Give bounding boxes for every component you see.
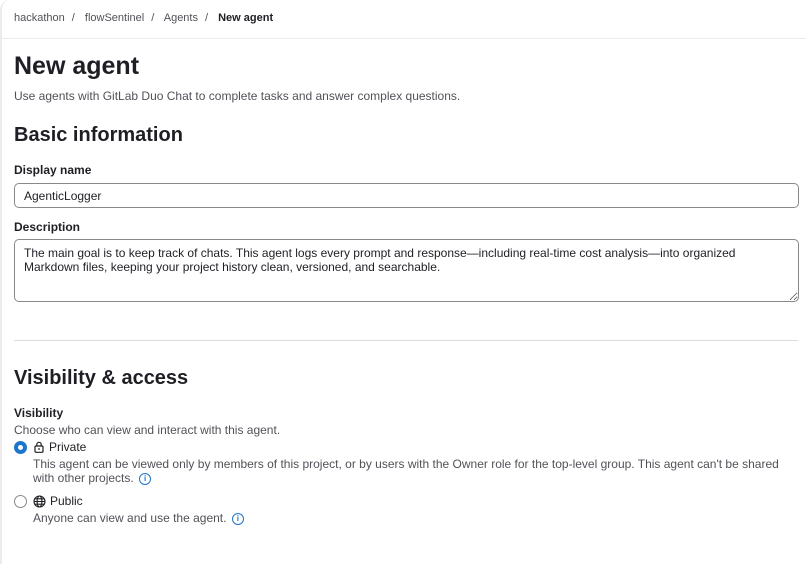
- radio-public[interactable]: [14, 495, 27, 508]
- visibility-heading: Visibility & access: [14, 367, 189, 389]
- private-description-text: This agent can be viewed only by members of this project, or by users with the Owner role for the top-level group. This agent can't be shared with other projects.: [33, 457, 779, 485]
- page-title: New agent: [14, 52, 140, 80]
- option-private[interactable]: [33, 440, 86, 454]
- display-name-input[interactable]: [14, 183, 799, 208]
- header-divider: [2, 38, 806, 39]
- basic-info-heading: Basic information: [14, 124, 183, 146]
- info-icon[interactable]: i: [139, 473, 151, 485]
- info-icon[interactable]: i: [232, 513, 244, 525]
- visibility-help: Choose who can view and interact with this agent.: [14, 423, 281, 437]
- lock-icon: [33, 441, 45, 453]
- private-description: [33, 457, 803, 485]
- description-textarea[interactable]: [14, 239, 799, 302]
- breadcrumb-agents[interactable]: Agents: [163, 12, 198, 24]
- visibility-label: Visibility: [14, 406, 64, 420]
- breadcrumb: hackathon / flowSentinel / Agents / New agent: [14, 12, 274, 24]
- section-divider: [14, 340, 798, 341]
- description-label: Description: [14, 220, 81, 234]
- page-subtitle: Use agents with GitLab Duo Chat to complete tasks and answer complex questions.: [14, 89, 461, 103]
- breadcrumb-hackathon[interactable]: hackathon: [14, 12, 65, 24]
- public-description-text: Anyone can view and use the agent.: [33, 511, 227, 525]
- public-label: Public: [50, 494, 83, 508]
- globe-icon: [33, 495, 46, 508]
- breadcrumb-current: New agent: [218, 12, 274, 24]
- radio-private[interactable]: [14, 441, 27, 454]
- public-description: [33, 511, 803, 525]
- option-public[interactable]: [33, 494, 83, 508]
- breadcrumb-flowsentinel[interactable]: flowSentinel: [84, 12, 145, 24]
- private-label: Private: [49, 440, 87, 454]
- display-name-label: Display name: [14, 163, 92, 177]
